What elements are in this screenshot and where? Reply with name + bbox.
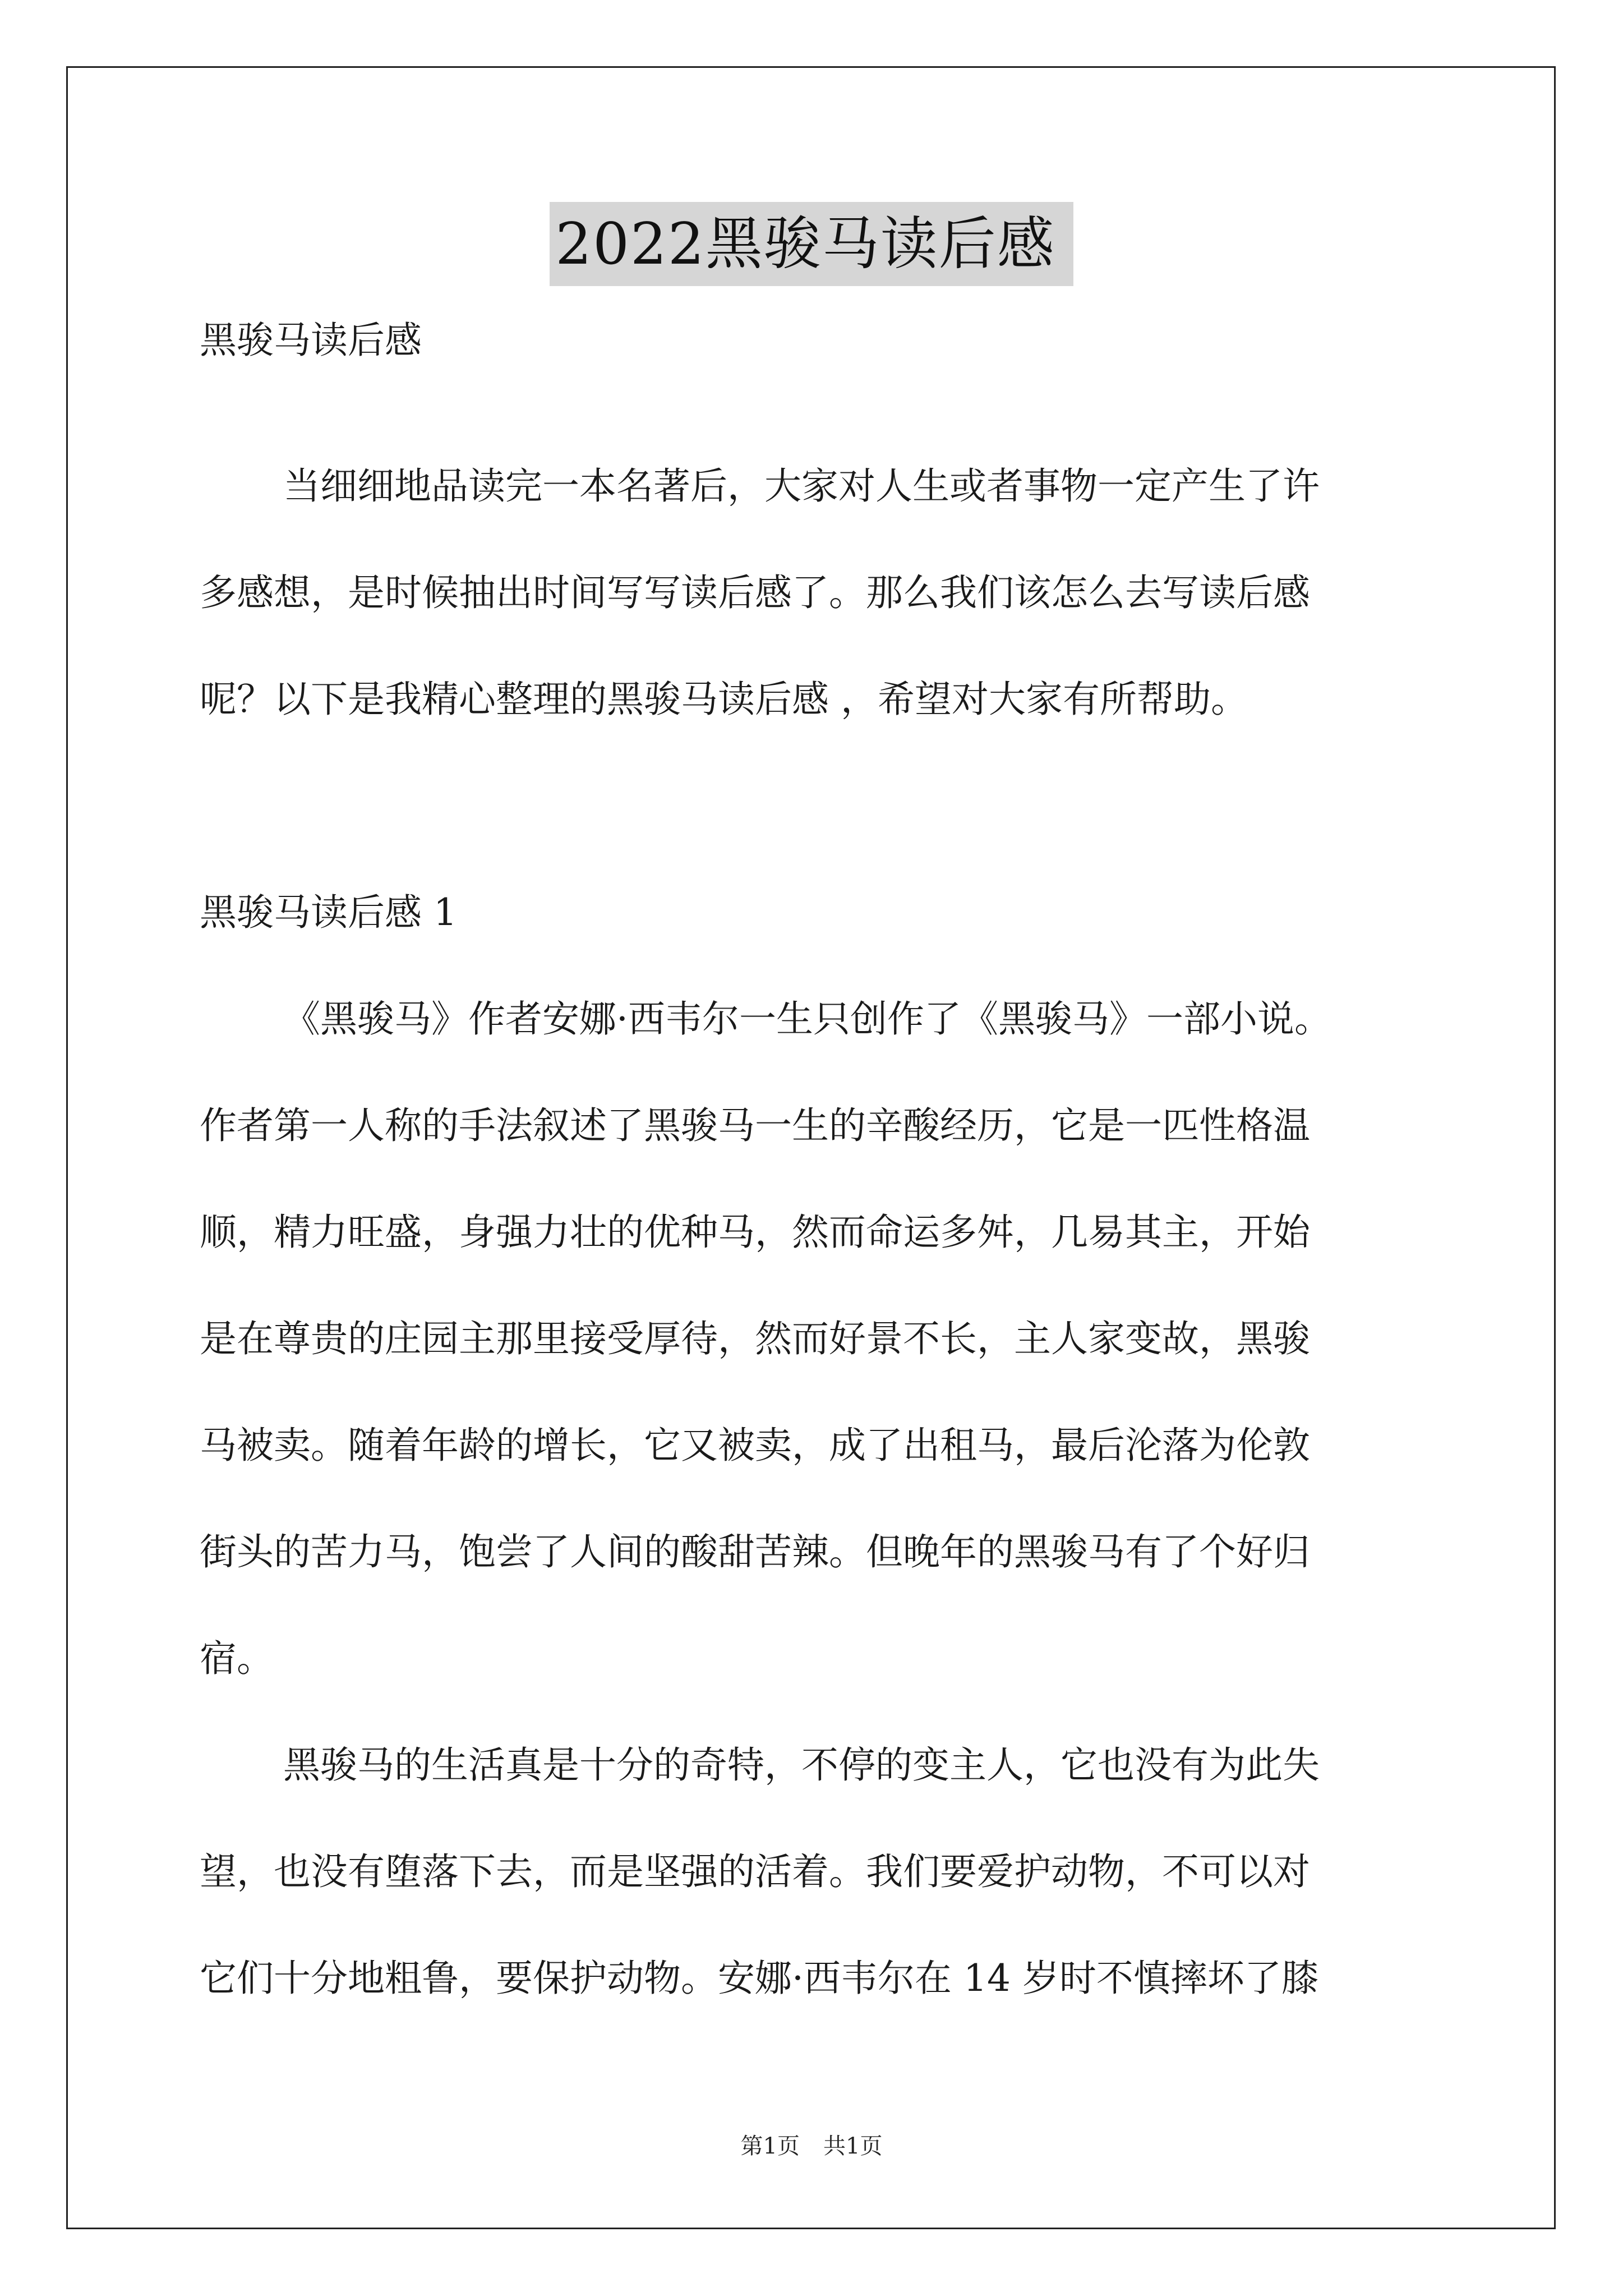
- page-total: 共1页: [823, 2133, 883, 2159]
- intro-line: 多感想，是时候抽出时间写写读后感了。那么我们该怎么去写读后感: [200, 571, 1310, 614]
- paragraph1-line: 《黑骏马》作者安娜·西韦尔一生只创作了《黑骏马》一部小说。: [283, 997, 1331, 1041]
- intro-line: 呢？以下是我精心整理的黑骏马读后感 ，希望对大家有所帮助。: [200, 678, 1248, 721]
- paragraph2-line: 望，也没有堕落下去，而是坚强的活着。我们要爱护动物，不可以对: [200, 1850, 1310, 1893]
- paragraph1-line: 宿。: [200, 1637, 274, 1680]
- paragraph1-line: 作者第一人称的手法叙述了黑骏马一生的辛酸经历，它是一匹性格温: [200, 1104, 1310, 1147]
- document-title: 2022黑骏马读后感: [550, 202, 1073, 286]
- paragraph1-line: 街头的苦力马，饱尝了人间的酸甜苦辣。但晚年的黑骏马有了个好归: [200, 1530, 1310, 1573]
- title-block: [0, 202, 1623, 286]
- paragraph1-line: 是在尊贵的庄园主那里接受厚待，然而好景不长，主人家变故，黑骏: [200, 1317, 1310, 1360]
- paragraph1-line: 顺，精力旺盛，身强力壮的优种马，然而命运多舛，几易其主，开始: [200, 1211, 1310, 1254]
- intro-line: 当细细地品读完一本名著后，大家对人生或者事物一定产生了许: [283, 464, 1320, 508]
- page-number: 第1页: [740, 2133, 800, 2159]
- paragraph2-line: 它们十分地粗鲁，要保护动物。安娜·西韦尔在 14 岁时不慎摔坏了膝: [200, 1957, 1318, 2000]
- paragraph1-line: 马被卖。随着年龄的增长，它又被卖，成了出租马，最后沦落为伦敦: [200, 1424, 1310, 1467]
- paragraph2-line: 黑骏马的生活真是十分的奇特，不停的变主人，它也没有为此失: [283, 1743, 1320, 1787]
- document-subtitle: 黑骏马读后感: [200, 319, 422, 362]
- section-heading: 黑骏马读后感 1: [200, 891, 457, 934]
- page-footer: [0, 2131, 1623, 2162]
